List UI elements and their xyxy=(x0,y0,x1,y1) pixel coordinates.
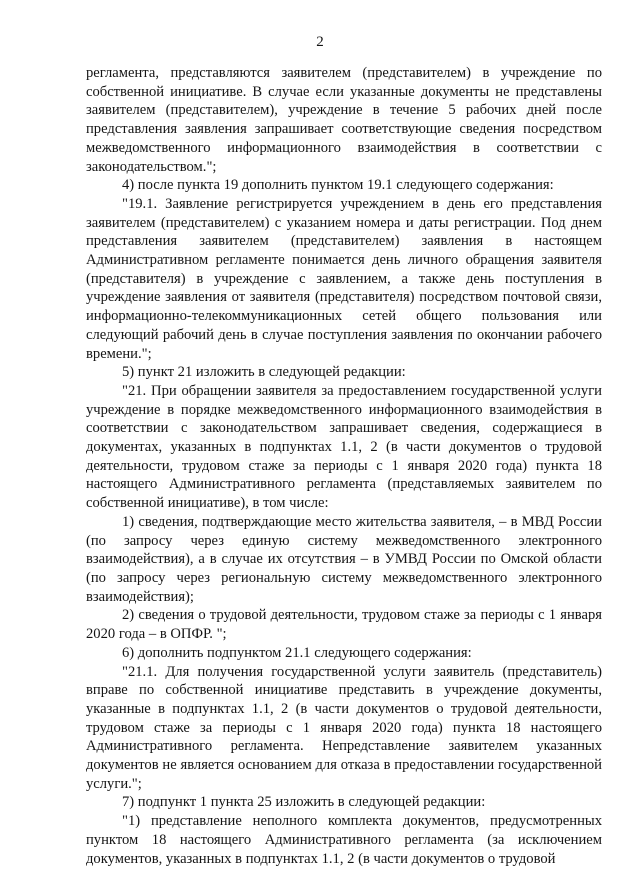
paragraph-item-5: 5) пункт 21 изложить в следующей редакции: xyxy=(122,364,406,381)
paragraph-clause-21-1: "21.1. Для получения государственной услуги заявитель (представитель) вправе по собственной инициативе представить в учреждение документы, указанные в подпунктах 1.1, 2 (в части документов о трудовой деятельности, трудовом стаже за периоды с 1 января 2020 года) пункта 18 настоящего Административного регламента. Непредставление заявителем указанных документов не является основанием для отказа в предоставлении государственной услуги."; xyxy=(86,663,602,792)
paragraph-continuation: регламента, представляются заявителем (представителем) в учреждение по собственной инициативе. В случае если указанные документы не представлены заявителем (представителем), учреждение в течение 5 рабочих дней после представления заявления запрашивает соответствующие сведения посредством межведомственного информационного взаимодействия в соответствии с законодательством."; xyxy=(86,65,602,175)
paragraph-item-6: 6) дополнить подпунктом 21.1 следующего содержания: xyxy=(122,644,472,661)
page-number: 2 xyxy=(316,34,324,50)
paragraph-item-7: 7) подпункт 1 пункта 25 изложить в следующей редакции: xyxy=(122,794,486,811)
paragraph-clause-19-1: "19.1. Заявление регистрируется учреждением в день его представления заявителем (представителем) с указанием номера и даты регистрации. Под днем представления заявителем (представителем) заявления в настоящем Административном регламенте понимается день личного обращения заявителя (представителя) в учреждение с заявлением, а также день поступления в учреждение заявления от заявителя (представителя) посредством почтовой связи, информационно-телекоммуникационных сетей общего пользования или следующий рабочий день в случае поступления заявления по окончании рабочего времени."; xyxy=(86,195,602,362)
paragraph-item-4: 4) после пункта 19 дополнить пунктом 19.1 следующего содержания: xyxy=(122,177,554,194)
paragraph-clause-21: "21. При обращении заявителя за предоставлением государственной услуги учреждение в порядке межведомственного информационного взаимодействия в соответствии с законодательством запрашивает сведения, содержащиеся в документах, указанных в подпунктах 1.1, 2 (в части документов о трудовой деятельности, трудовом стаже за периоды с 1 января 2020 года) пункта 18 настоящего Административного регламента (представляемых заявителем по собственной инициативе), в том числе: xyxy=(86,382,602,512)
paragraph-subitem-1: 1) сведения, подтверждающие место жительства заявителя, – в МВД России (по запросу через единую систему межведомственного электронного взаимодействия), а в случае их отсутствия – в УМВД России по Омской области (по запросу через региональную систему межведомственного электронного взаимодействия); xyxy=(86,513,602,605)
paragraph-subitem-2: 2) сведения о трудовой деятельности, трудовом стаже за периоды с 1 января 2020 года – в ОПФР. "; xyxy=(86,607,602,643)
document-body xyxy=(86,64,602,868)
paragraph-clause-25-1: "1) представление неполного комплекта документов, предусмотренных пунктом 18 настоящего Административного регламента (за исключением документов, указанных в подпунктах 1.1, 2 (в части документов о трудовой xyxy=(86,813,602,867)
